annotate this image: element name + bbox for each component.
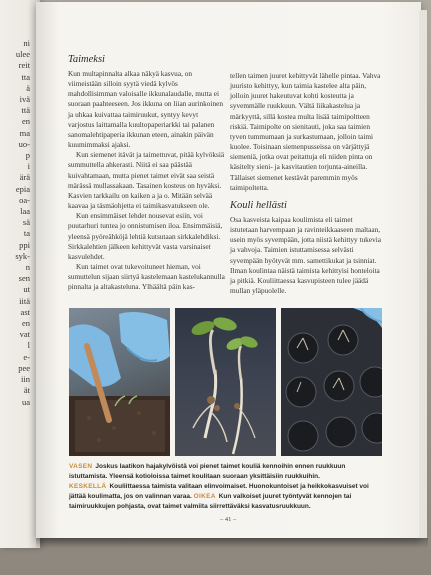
page-stack-edge [419,10,427,538]
left-page-fragment: e- [23,351,30,362]
text-column-left [68,53,225,292]
photo-right [281,308,382,456]
left-page-fragment: en [21,116,30,127]
photo-caption [69,462,382,512]
left-page-fragment: n [25,262,30,273]
left-page [0,0,40,548]
left-page-fragment: syk- [15,250,30,261]
caption-text-left: Joskus laatikon hajakylvöistä voi pienet taimet kouliä kennoihin ennen ruukkuun istuttamista. Yleensä kotioloissa taimet koulitaan suoraan yksittäisiin ruukkuihin. [69,463,346,480]
photo-left [69,308,170,456]
left-page-fragment: l [27,340,30,351]
left-page-fragment: iin [21,374,30,385]
page-number: – 41 – [220,516,237,523]
left-page-fragment: p [25,150,30,161]
caption-text-right: Kun valkoiset juuret työntyvät kennojen tai taimiruukkujen pohjasta, ovat taimet valmiita siirrettäväksi kasvatusruukkuun. [69,492,352,510]
left-page-fragment: ast [20,306,30,317]
left-page-fragment: ivä [19,94,30,105]
caption-label-right: OIKEA [193,492,216,500]
left-page-fragment: ulee [15,49,30,60]
left-page-fragment: ärä [19,172,30,183]
left-page-fragment: sen [18,273,30,284]
left-page-fragment: vat [19,329,30,340]
left-page-fragment: iitä [19,295,30,306]
photo-middle [175,308,276,456]
left-page-fragment: ta [23,228,30,239]
left-page-fragment: i [27,161,30,172]
left-page-fragment: tta [21,71,30,82]
left-page-text-fragments [0,38,30,408]
seedlings-with-roots-image [175,308,276,456]
paragraph: Kun multapinnalta alkaa näkyä kasvua, on viimeistään silloin syytä viedä kylvös mahdollisimman valoisalle ikkunalaudalle, mutta ei suoraan paahteeseen. Jos ikkuna on liian aurinkoinen ja uhkaa kuivattaa taimiruukut, syntyy kevyt varjostus laittamalla kuultopaperiarkki tai palanen sanomalehtipaperia ikkunan eteen, ainakin päivän kuumimmaksi ajaksi. [68,69,224,150]
left-page-fragment: reit [18,60,30,71]
left-page-fragment: ä [26,82,30,93]
paragraph: tellen taimen juuret kehittyvät lähelle pintaa. Vahva juuristo kehittyy, kun taimia kastelee alta päin, jolloin juuret hakeutuvat kohti kosteutta ja syvemmälle ruukkuun. Vältä liikakastelua ja märkyyttä, sillä kostea multa lisää taimipoltteen riskiä. Taimipolte on sienitauti, joka saa taimien tyven tummumaan ja surkastumaan, jolloin taimi kuolee. Toisinaan siemenpusseissa on värjättyjä siemeniä, jotka ovat peitattuja eli niiden pinta on käsitelty sieni- ja kasvitautien torjunta-aineilla. Tällaiset siemenet kestävät paremmin myös taimipoltetta. [230,71,381,192]
page-shadow [36,538,428,548]
left-page-fragment: ut [23,284,30,295]
left-page-fragment: laa [20,206,30,217]
left-page-fragment: oa- [19,194,30,205]
left-page-fragment: ppi [19,239,30,250]
section-heading-kouli-hellasti: Kouli hellästi [230,199,287,211]
left-page-fragment: ua [21,396,30,407]
section-heading-taimeksi: Taimeksi [68,54,105,65]
caption-text-middle: Kouliittaessa taimista valitaan elinvoimaiset. Huonokuntoiset ja heikkokasvuiset voi jättää koulimatta, jos on valinnan varaa. [69,482,369,500]
caption-label-left: VASEN [69,463,93,470]
left-page-fragment: en [21,318,30,329]
seedling-plugs-tray-image [281,308,382,456]
caption-label-middle: KESKELLÄ [69,482,107,490]
left-page-fragment: pee [18,362,30,373]
gloved-hands-dibber-image [69,308,170,456]
left-page-fragment: sä [22,217,30,228]
left-page-fragment: uo- [18,138,30,149]
paragraph: Kun taimet ovat tukevoituneet hieman, voi sumuttelun sijaan siirtyä kastelemaan kastelukannulla pinnalta ja altakasteluna. Ylhäältä päin kas- [68,261,225,292]
left-page-fragment: epia [15,183,30,194]
photo-strip [69,308,382,456]
left-page-fragment: ttä [21,105,30,116]
paragraph: Kun ensimmäiset lehdet nousevat esiin, voi puutarhuri tuntea jo onnistumisen iloa. Ensimmäisiä, yleensä pyöreähköjä lehtiä kutsutaan sirkkalehdiksi. Sirkkalehtien jälkeen kehittyvät vasta varsinaiset kasvulehdet. [68,211,223,261]
left-page-fragment: ät [23,385,30,396]
paragraph: Osa kasveista kaipaa koulimista eli taimet istutetaan harvempaan ja ravinteikkaaseen maltaan, usein myös syvempään, jotta niistä kehittyy tukevia ja vahvoja. Taimien istuttamisessa selvästi syvempään hyötyvät mm. samettikukat ja tsinniat. Ilman koulintaa näistä taimista kehittyisi honteloita ja pitkiä. Kouliittaessa kasvupisteen tulee jäädä mullan yläpuolelle. [230,214,381,295]
left-page-fragment: ma [19,127,30,138]
left-page-fragment: ni [23,38,30,48]
text-column-right [230,71,382,296]
paragraph: Kun siemenet itävät ja taimettuvat, pitää kylvöksiä summuttella ahkerasti. Niitä ei saa päästää kuivahtamaan, mutta pienet taimet eivät saa seistä märässä mullassakaan. Tasainen kosteus on hyväksi. Kasvien tarkkailu on kaiken a ja o. Mitään selvää kaavaa ja täsmäohjetta ei taimikasvatukseen ole. [68,150,225,211]
